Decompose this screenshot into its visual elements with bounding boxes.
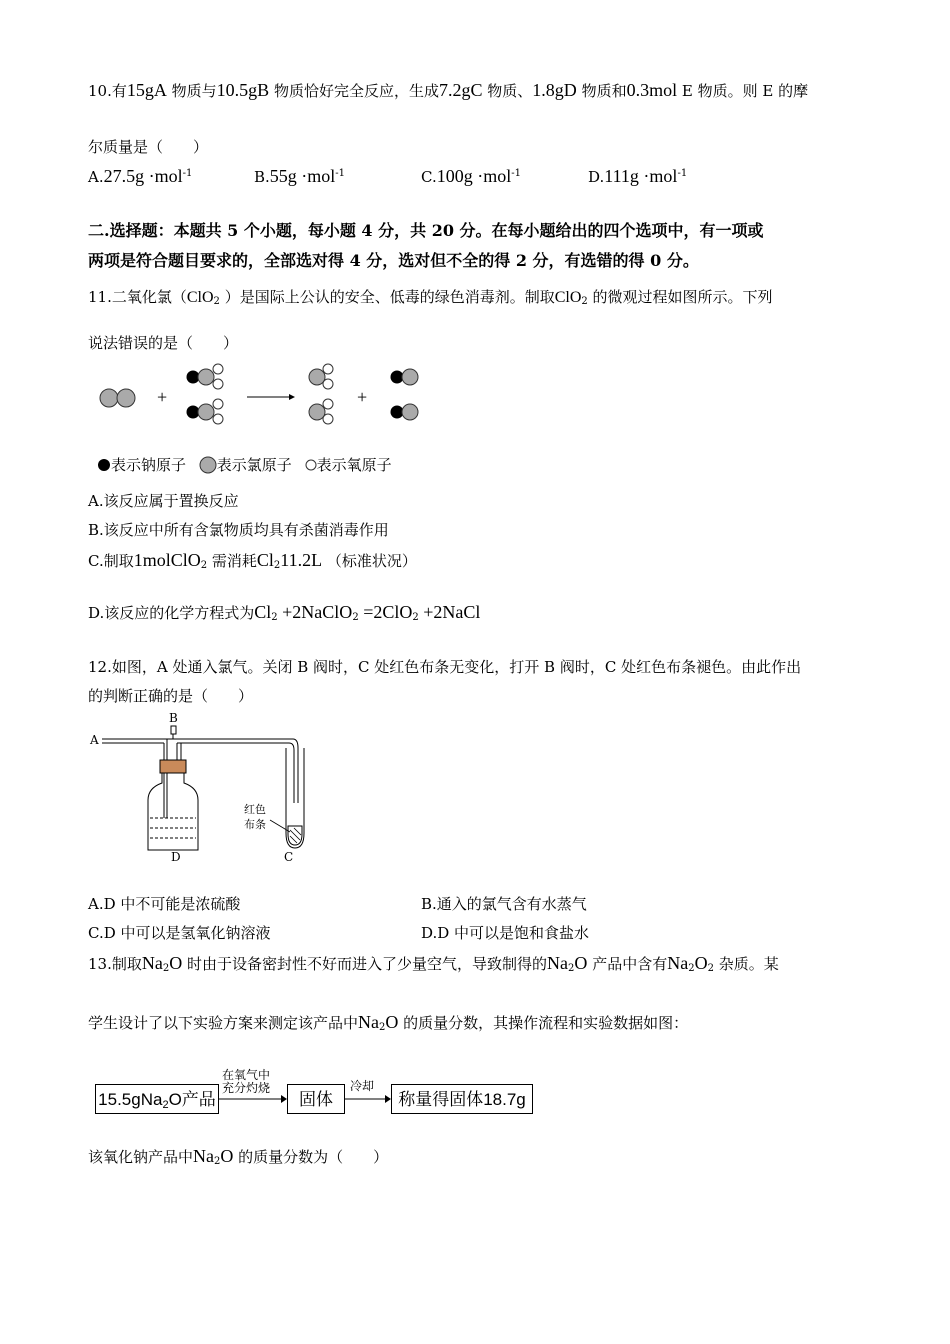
sodium-atom-icon xyxy=(97,458,111,472)
q11-option-b: B.该反应中所有含氯物质均具有杀菌消毒作用 xyxy=(88,521,389,539)
flow-arrow-2 xyxy=(345,1093,391,1105)
label-red-cloth-1: 红色 xyxy=(244,803,266,816)
reaction-diagram xyxy=(95,360,435,435)
q11-option-c: C.制取1molClO$_2$ 需消耗$Cl_211.2L$ （标准状况） xyxy=(88,550,417,571)
q12-option-a: A.D 中不可能是浓硫酸 xyxy=(88,895,241,913)
oxygen-atom-icon xyxy=(305,459,317,471)
label-c: C xyxy=(284,850,294,864)
sodium-chloride-molecule xyxy=(391,404,419,420)
chlorine-dioxide-molecule xyxy=(309,399,333,424)
flow-arrow2-label: 冷却 xyxy=(350,1079,375,1093)
label-a: A xyxy=(90,733,99,747)
plus-sign: + xyxy=(157,387,168,407)
q11-line1: 11.二氧化氯（ClO$_2$ ）是国际上公认的安全、低毒的绿色消毒剂。制取ClO$_2$ 的微观过程如图所示。下列 xyxy=(88,288,773,307)
flow-box-sample: 15.5gNa2O产品 xyxy=(95,1084,219,1114)
q13-line1: 13.制取$Na_2O$ 时由于设备密封性不好而进入了少量空气，导致制得的$Na_2O$ 产品中含有$Na_2O_2$ 杂质。某 xyxy=(88,953,779,974)
flow-arrow1-label-bottom: 充分灼烧 xyxy=(222,1081,271,1095)
q12-option-d: D.D 中可以是饱和食盐水 xyxy=(421,924,590,942)
rubber-stopper xyxy=(160,760,186,773)
q10-option-b: B.55g ·mol$^{-1}$ xyxy=(254,166,346,186)
chlorine-dioxide-molecule xyxy=(309,364,333,389)
flow-arrow1-label-top: 在氧气中 xyxy=(222,1068,271,1082)
q12-line2: 的判断正确的是（ ） xyxy=(88,687,254,705)
q10-option-a: A.27.5g ·mol$^{-1}$ xyxy=(88,166,193,186)
label-b: B xyxy=(169,711,178,725)
q10-line2: 尔质量是（ ） xyxy=(88,138,209,156)
q11-option-d: D.该反应的化学方程式为$Cl_2$ +2NaClO$_2$ =2ClO$_2$ +2NaCl xyxy=(88,602,481,623)
flow-arrow-1 xyxy=(219,1093,287,1105)
q12-line1: 12.如图，A 处通入氯气。关闭 B 阀时，C 处红色布条无变化，打开 B 阀时，C 处红色布条褪色。由此作出 xyxy=(88,658,802,676)
q10-line1: 10.有15gA 物质与10.5gB 物质恰好完全反应，生成7.2gC 物质、1.8gD 物质和0.3mol E 物质。则 E 的摩 xyxy=(88,80,809,100)
section2-line2: 两项是符合题目要求的，全部选对得 4 分，选对但不全的得 2 分，有选错的得 0 分。 xyxy=(88,251,699,270)
label-red-cloth-2: 布条 xyxy=(244,818,266,831)
label-d: D xyxy=(171,850,181,864)
q12-option-b: B.通入的氯气含有水蒸气 xyxy=(421,895,587,913)
q10-option-d: D.111g ·mol$^{-1}$ xyxy=(588,166,688,186)
q10-option-c: C.100g ·mol$^{-1}$ xyxy=(421,166,521,186)
flow-box-result: 称量得固体18.7g xyxy=(391,1084,533,1114)
sodium-chlorite-molecule xyxy=(187,364,224,389)
diagram-legend: 表示钠原子 表示氯原子 表示氧原子 xyxy=(97,454,392,475)
sodium-chlorite-molecule xyxy=(187,399,224,424)
q12-option-c: C.D 中可以是氢氧化钠溶液 xyxy=(88,924,271,942)
q13-line2: 学生设计了以下实验方案来测定该产品中$Na_2O$ 的质量分数，其操作流程和实验数据如图： xyxy=(88,1012,689,1033)
plus-sign: + xyxy=(357,387,368,407)
q11-line2: 说法错误的是（ ） xyxy=(88,334,239,352)
q13-question: 该氧化钠产品中$Na_2O$ 的质量分数为（ ） xyxy=(88,1146,389,1167)
gas-apparatus-diagram xyxy=(88,708,308,868)
chlorine-atom-icon xyxy=(199,456,217,474)
sodium-chloride-molecule xyxy=(391,369,419,385)
valve-b xyxy=(171,726,176,734)
chlorine-molecule xyxy=(100,389,135,407)
section2-line1: 二.选择题：本题共 5 个小题，每小题 4 分，共 20 分。在每小题给出的四个选项中，有一项或 xyxy=(88,221,764,240)
flow-box-solid: 固体 xyxy=(287,1084,345,1114)
q11-option-a: A.该反应属于置换反应 xyxy=(88,492,239,510)
